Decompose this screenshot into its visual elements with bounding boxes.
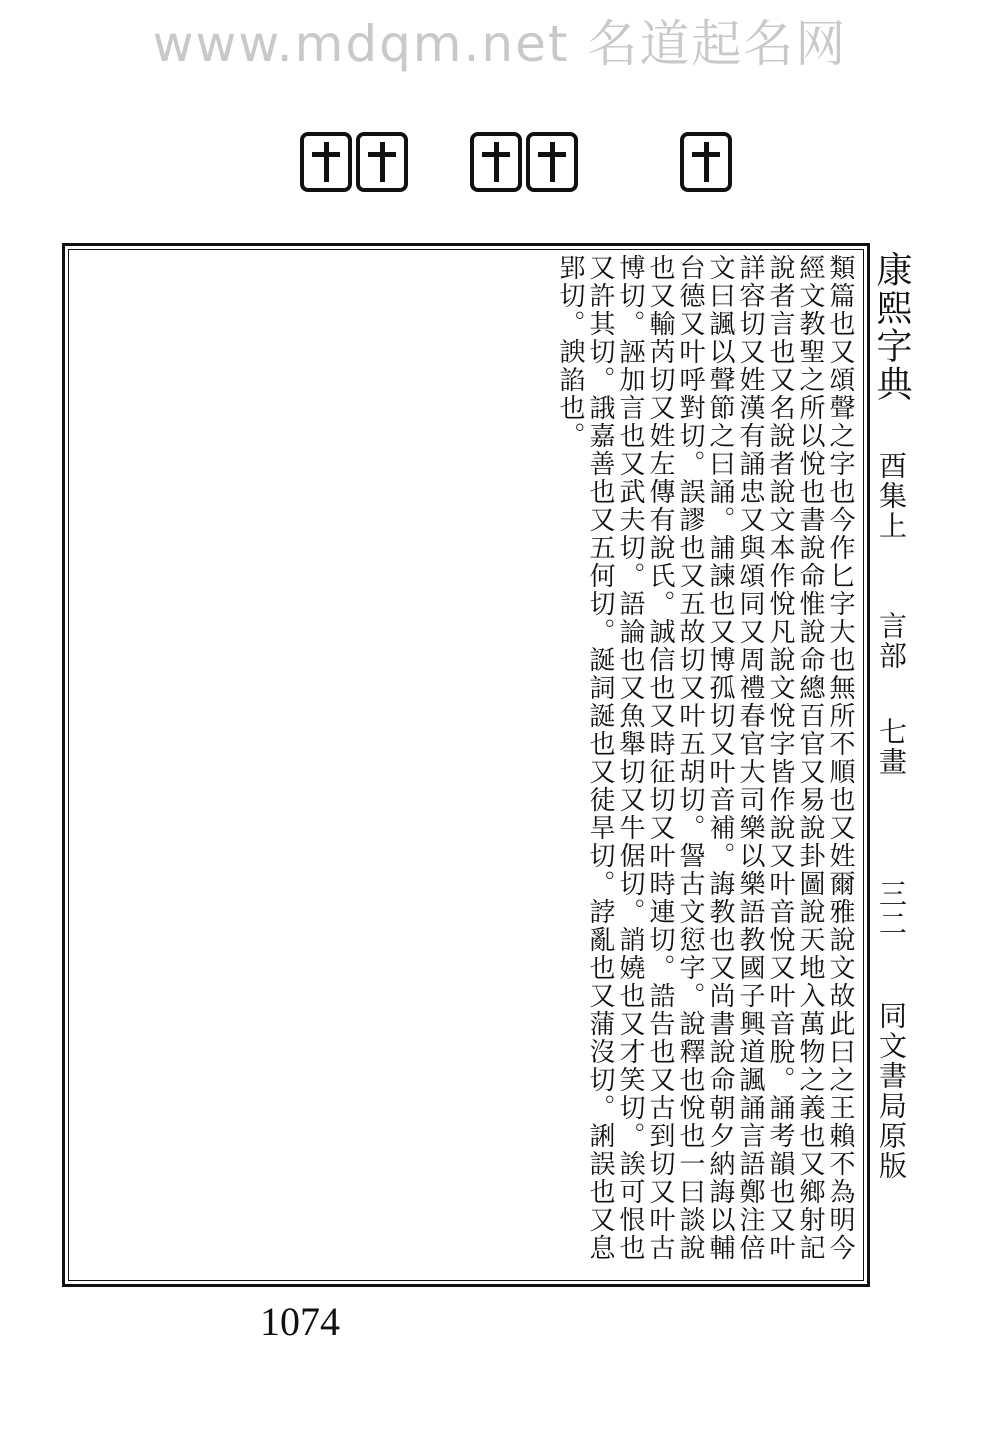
page-number: 1074 <box>260 1299 340 1344</box>
publisher-label: 同文書局原版 <box>875 1001 908 1181</box>
site-watermark: www.mdqm.net 名道起名网 <box>152 15 848 73</box>
running-header-column <box>868 243 914 1287</box>
seal-script-heading <box>300 132 770 212</box>
radical-section: 言部 <box>875 611 908 671</box>
volume-label: 酉集上 <box>875 451 908 541</box>
seal-glyph <box>356 132 408 192</box>
seal-glyph <box>300 132 352 192</box>
dictionary-text-frame <box>62 243 870 1287</box>
dictionary-body-text: 類篇也又頌聲之字也今作匕字大也無所不順也又姓爾雅說文故此曰之王賴不為明今經文教聖之所以悅也書說命惟說命總百官又易說卦圖說天地入萬物之義也又鄉射記說者言也又名說者說文本作悅凡說文悅字皆作說又叶音悅又叶音脫。誦考韻也又叶詳容切又姓漢有誦忠又與頌同又周禮春官大司樂以樂語教國子興道諷誦言語鄭注倍文曰諷以聲節之曰誦。誧諫也又博孤切又叶音補。誨教也又尚書說命朝夕納誨以輔台德又叶呼對切。誤謬也又五故切又叶五胡切。諐古文愆字。說釋也悅也一曰談說也又輸芮切又姓左傳有說氏。誠信也又時征切又叶時連切。誥告也又古到切又叶古博切。誣加言也又武夫切。語論也又魚舉切又牛倨切。誚嬈也又才笑切。誒可恨也又許其切。誐嘉善也又五何切。誕詞誕也又徒旱切。誖亂也又蒲沒切。誗誤也又息郢切。諛諂也。 <box>555 254 855 1262</box>
seal-glyph <box>680 132 732 192</box>
seal-glyph-group-right <box>680 132 732 202</box>
book-title: 康熙字典 <box>871 251 912 403</box>
stroke-count: 七畫 <box>875 717 908 777</box>
seal-glyph <box>526 132 578 192</box>
seal-glyph <box>470 132 522 192</box>
seal-glyph-group-middle <box>470 132 578 202</box>
seal-glyph-group-left <box>300 132 408 202</box>
folio-number: 三二 <box>875 879 908 939</box>
